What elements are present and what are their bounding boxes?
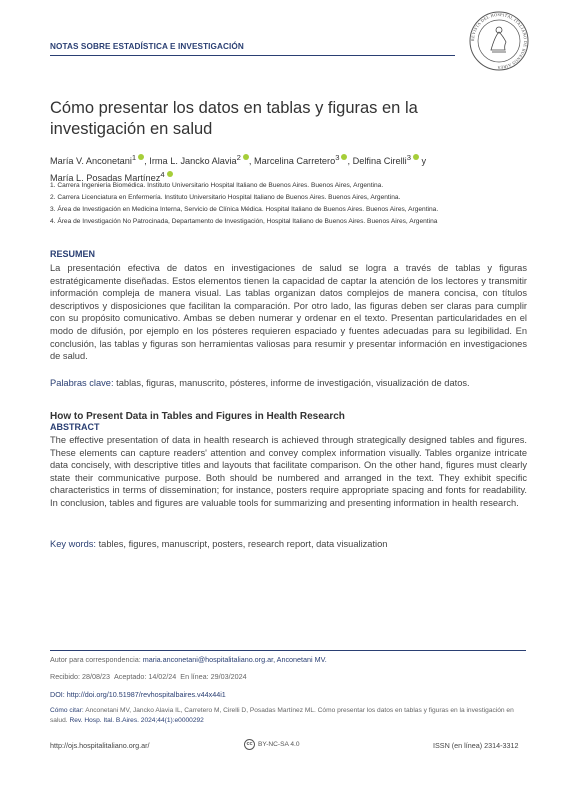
doi-link[interactable]: DOI: http://doi.org/10.51987/revhospitalbaires.v44x44i1 — [50, 690, 226, 699]
orcid-icon[interactable] — [413, 154, 419, 160]
affiliation: 3. Área de Investigación en Medicina Interna, Servicio de Clínica Médica. Hospital Italiano de Buenos Aires. Buenos Aires, Argentina. — [50, 206, 439, 213]
citation-ref-link[interactable]: Rev. Hosp. Ital. B.Aires. 2024;44(1):e0000292 — [69, 716, 204, 724]
journal-url[interactable]: http://ojs.hospitalitaliano.org.ar/ — [50, 741, 150, 750]
article-title: Cómo presentar los datos en tablas y figuras en la investigación en salud — [50, 99, 418, 138]
dates: Recibido: 28/08/23 Aceptado: 14/02/24 En línea: 29/03/2024 — [50, 672, 247, 681]
keywords-list: tablas, figuras, manuscrito, pósteres, informe de investigación, visualización de datos. — [116, 378, 470, 388]
affiliation: 4. Área de Investigación No Patrocinada, Departamento de Investigación, Hospital Italiano de Buenos Aires. Buenos Aires, Argentina — [50, 218, 438, 225]
section-label: NOTAS SOBRE ESTADÍSTICA E INVESTIGACIÓN — [50, 42, 244, 51]
author: Irma L. Jancko Alavia$^2$ , — [149, 153, 252, 167]
issn: ISSN (en línea) 2314-3312 — [433, 741, 519, 750]
license-badge[interactable]: cc BY-NC-SA 4.0 — [244, 739, 300, 750]
affiliations — [50, 180, 550, 228]
citation: Cómo citar: Anconetani MV, Jancko Alavia IL, Carretero M, Cirelli D, Posadas Martínez ML. Cómo presentar los datos en tablas y figuras en la investigación en salud. Rev. Hosp. Ital. B.Aires. 2024;44(1):e0000292 — [50, 707, 514, 724]
keywords-label: Palabras clave: — [50, 378, 114, 388]
author: María L. Posadas Martínez$^4$ — [50, 173, 173, 183]
correspondence: Autor para correspondencia: maria.anconetani@hospitalitaliano.org.ar, Anconetani MV. — [50, 655, 327, 664]
keywords-label: Key words: — [50, 539, 96, 549]
journal-seal-logo — [468, 10, 530, 72]
resumen-heading: RESUMEN — [50, 249, 96, 259]
keywords-list: tables, figures, manuscript, posters, research report, data visualization — [98, 539, 388, 549]
orcid-icon[interactable] — [167, 171, 173, 177]
abstract-text: The effective presentation of data in health research is achieved through strategically designed tables and figures. These elements can capture readers' attention and convey complex information visually. Tables organize intricate data concisely, with descriptive titles and layouts that facilitate comparison. On the other hand, figures must clearly state their communicative purpose. Both should be numbered and arranged in the text. They exhibit specific characteristics in terms of dissemination; for instance, posters require appropriate spacing and fonts for readability. In conclusion, tables and figures are valuable tools for summarizing and presenting information in health research. — [50, 435, 527, 508]
keywords-en — [50, 539, 387, 549]
header-divider — [50, 55, 455, 56]
footer-divider — [50, 650, 526, 651]
creative-commons-icon: cc — [244, 739, 255, 750]
keywords-es — [50, 378, 470, 388]
author: María V. Anconetani$^1$ , — [50, 153, 147, 167]
resumen-text: La presentación efectiva de datos en investigaciones de salud se logra a través de tablas y figuras estratégicamente diseñadas. Estos elementos tienen la capacidad de captar la atención de los lectores y transmitir información compleja de manera visual. Las tablas organizan datos complejos de manera concisa, con títulos descriptivos y disposiciones que facilitan la comparación. Por otro lado, las figuras deben ser claras para cumplir con su propósito comunicativo. Ambas se deben numerar y ordenar en el texto. Presentan particularidades en el modo de difusión, por ejemplo en los pósteres requieren espaciado y fuentes adecuadas para su legibilidad. En conclusión, las tablas y figuras son herramientas valiosas para resumir y presentar información en investigaciones de salud. — [50, 263, 527, 362]
author: Marcelina Carretero$^3$ , — [254, 153, 351, 167]
email-link[interactable]: maria.anconetani@hospitalitaliano.org.ar — [142, 655, 274, 664]
seal-text: REVISTA DEL HOSPITAL ITALIANO DE BUENOS AIRES — [469, 11, 529, 71]
affiliation: 1. Carrera Ingeniería Biomédica. Instituto Universitario Hospital Italiano de Buenos Aires. Buenos Aires, Argentina. — [50, 182, 384, 189]
abstract-heading: ABSTRACT — [50, 422, 100, 432]
author: Delfina Cirelli$^3$ y — [352, 153, 427, 167]
english-title: How to Present Data in Tables and Figures in Health Research — [50, 411, 345, 422]
affiliation: 2. Carrera Licenciatura en Enfermería. Instituto Universitario Hospital Italiano de Buenos Aires. Buenos Aires, Argentina. — [50, 194, 401, 201]
